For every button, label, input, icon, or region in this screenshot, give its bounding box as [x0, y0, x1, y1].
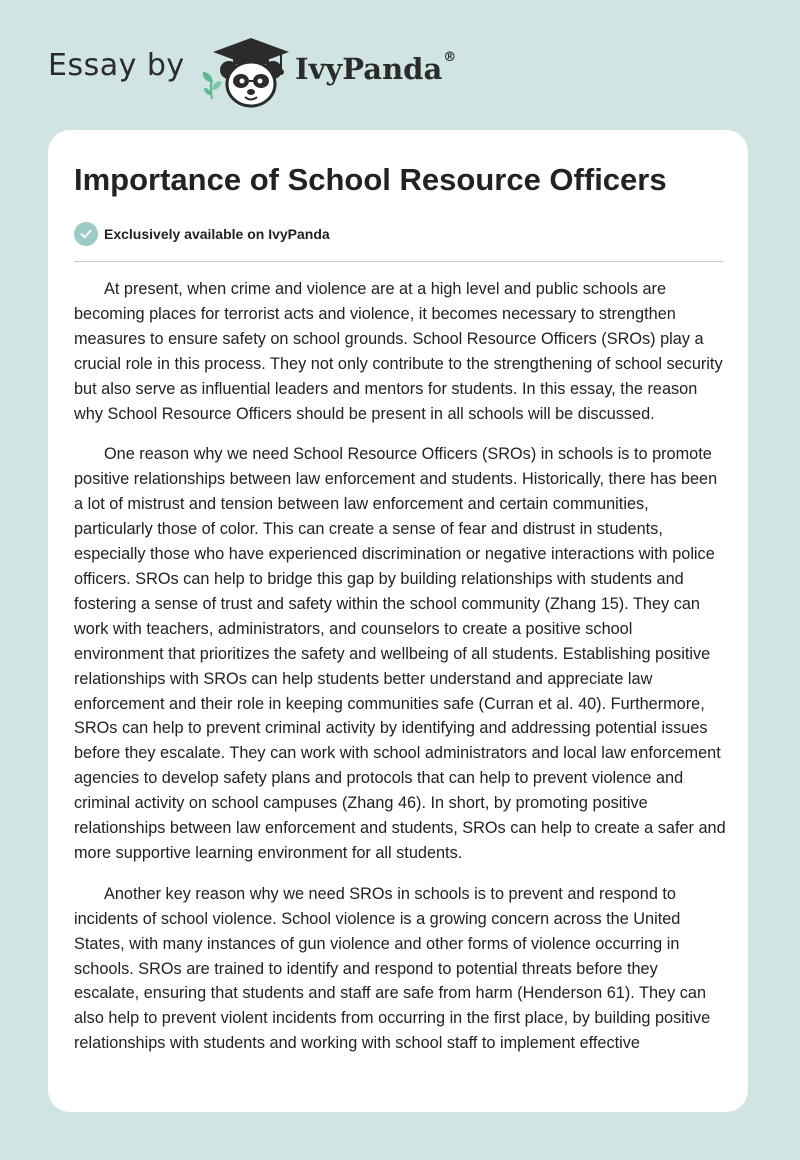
panda-graduate-icon[interactable] [211, 36, 291, 110]
essay-body [74, 277, 726, 1072]
divider [74, 261, 723, 262]
essay-by-label: Essay by [48, 48, 185, 83]
paragraph: At present, when crime and violence are at a high level and public schools are becoming places for terrorist acts and violence, it becomes necessary to strengthen measures to ensure safety on school grounds. School Resource Officers (SROs) play a crucial role in this process. They not only contribute to the strengthening of school security but also serve as influential leaders and mentors for students. In this essay, the reason why School Resource Officers should be present in all schools will be discussed. [74, 280, 723, 423]
essay-card [48, 130, 748, 1112]
badge-label: Exclusively available on IvyPanda [104, 226, 330, 242]
paragraph: Another key reason why we need SROs in schools is to prevent and respond to incidents of school violence. School violence is a growing concern across the United States, with many instances of gun violence and other forms of violence occurring in schools. SROs are trained to identify and respond to potential threats before they escalate, ensuring that students and staff are safe from harm (Henderson 61). They can also help to prevent violent incidents from occurring in the first place, by building positive relationships with students and working with school staff to implement effective [74, 884, 711, 1053]
exclusive-badge [74, 222, 330, 246]
page-title: Importance of School Resource Officers [74, 162, 667, 197]
site-header [48, 30, 508, 110]
paragraph: One reason why we need School Resource Officers (SROs) in schools is to promote positive relationships between law enforcement and students. Historically, there has been a lot of mistrust and tension between law enforcement and certain communities, particularly those of color. This can create a sense of fear and distrust in students, especially those who have experienced discrimination or negative interactions with police officers. SROs can help to bridge this gap by building relationships with students and fostering a sense of trust and safety within the school community (Zhang 15). They can work with teachers, administrators, and counselors to create a positive school environment that prioritizes the safety and wellbeing of all students. Establishing positive relationships with SROs can help students better understand and appreciate law enforcement and their role in keeping communities safe (Curran et al. 40). Furthermore, SROs can help to prevent criminal activity by identifying and addressing potential issues before they escalate. They can work with school administrators and local law enforcement agencies to develop safety plans and protocols that can help to prevent violence and criminal activity on school campuses (Zhang 46). In short, by promoting positive relationships between law enforcement and students, SROs can help to create a safer and more supportive learning environment for all students. [74, 445, 726, 862]
registered-mark: ® [443, 50, 457, 65]
check-icon [74, 222, 98, 246]
brand-name[interactable]: IvyPanda® [295, 50, 457, 86]
